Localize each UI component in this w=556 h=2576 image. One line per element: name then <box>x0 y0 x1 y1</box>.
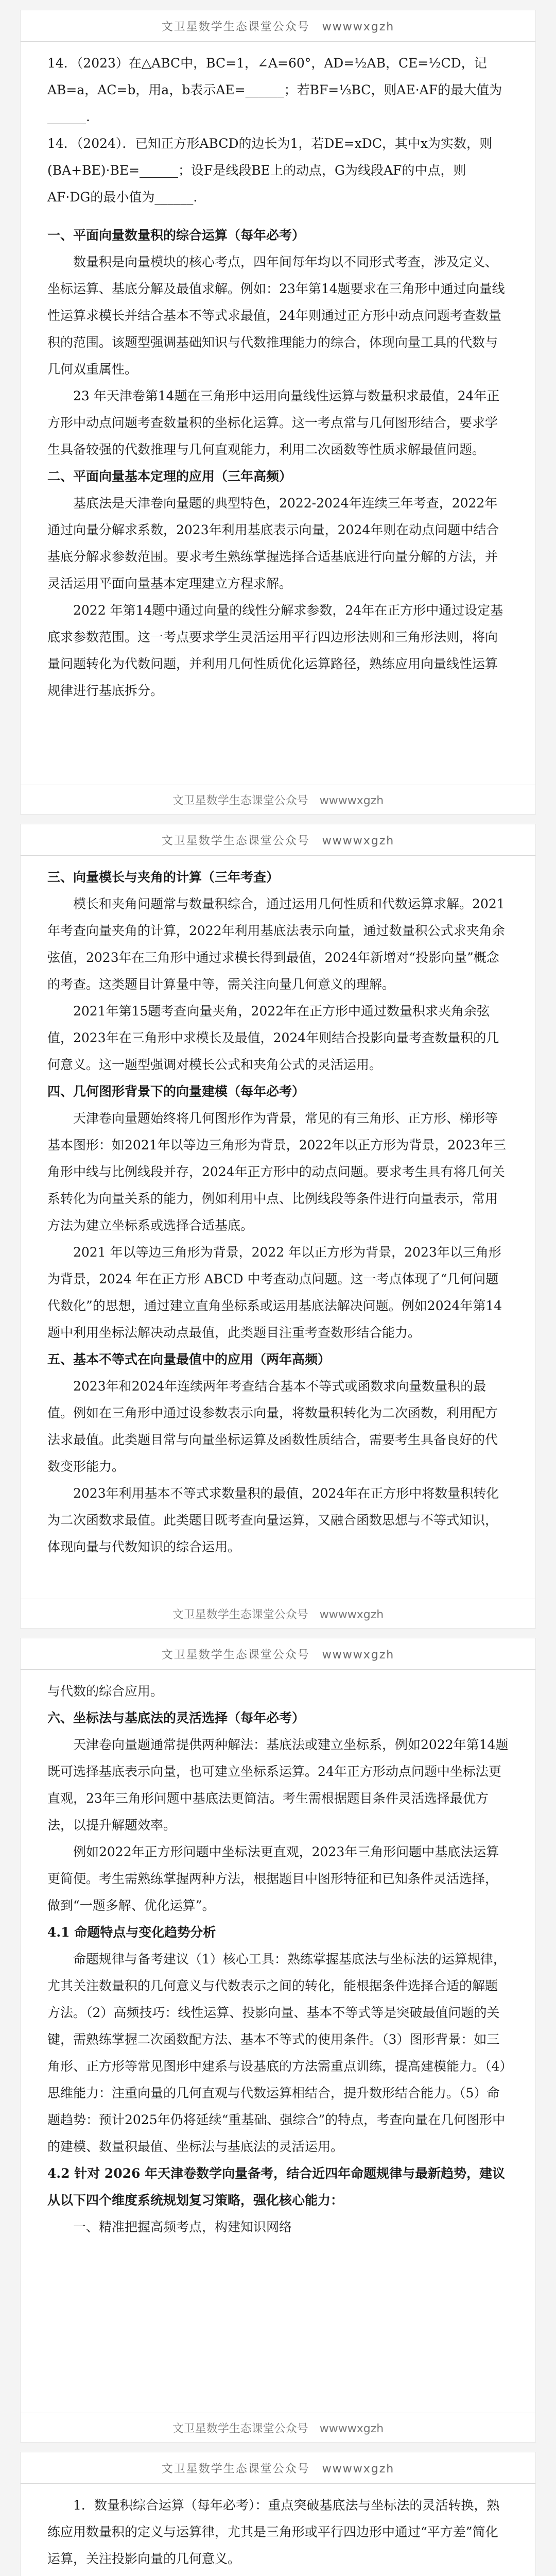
question-14-2024: 14．（2024）．已知正方形ABCD的边长为1，若DE=xDC，其中x为实数，则(BA+BE)·BE=______；设F是线段BE上的动点，G为线段AF的中点，则AF·DG的最小值为______. <box>47 136 493 205</box>
sheet-footer: 文卫星数学生态课堂公众号 wwwwxgzh <box>21 2413 535 2442</box>
section-title-1: 一、平面向量数量积的综合运算（每年必考） <box>47 228 305 243</box>
paragraph: 1．数量积综合运算（每年必考）：重点突破基底法与坐标法的灵活转换，熟练应用数量积的定义与运算律，尤其是三角形或平行四边形中通过“平方差”简化运算，关注投影向量的几何意义。 <box>47 2498 500 2566</box>
paragraph: 命题规律与备考建议（1）核心工具：熟练掌握基底法与坐标法的运算规律，尤其关注数量积的几何意义与代数表示之间的转化，能根据条件选择合适的解题方法。（2）高频技巧：线性运算、投影向量、基本不等式等是突破最值问题的关键，需熟练掌握二次函数配方法、基本不等式的使用条件。（3）图形背景：如三角形、正方形等常见图形中建系与设基底的方法需重点训练，提高建模能力。（4）思维能力：注重向量的几何直观与代数运算相结合，提升数形结合能力。（5）命题趋势：预计2025年仍将延续“重基础、强综合”的特点，考查向量在几何图形中的建模、数量积最值、坐标法与基底法的灵活运用。 <box>47 1952 506 2154</box>
sheet-2 <box>21 824 535 1628</box>
heading-4-1: 4.1 命题特点与变化趋势分析 <box>47 1925 216 1940</box>
paragraph: 2021 年以等边三角形为背景，2022 年以正方形为背景，2023年以三角形为背景，2024 年在正方形 ABCD 中考查动点问题。这一考点体现了“几何问题代数化”的思想，通过建立直角坐标系或运用基底法解决问题。例如2024年第14题中利用坐标法解决动点最值，此类题目注重考查数形结合能力。 <box>47 1245 502 1340</box>
section-title-4: 四、几何图形背景下的向量建模（每年必考） <box>47 1084 305 1099</box>
paragraph: 2022 年第14题中通过向量的线性分解求参数，24年在正方形中通过设定基底求参数范围。这一考点要求学生灵活运用平行四边形法则和三角形法则，将向量问题转化为代数问题，并利用几何性质优化运算路径，熟练应用向量线性运算规律进行基底拆分。 <box>47 603 503 698</box>
heading-4-2: 4.2 针对 2026 年天津卷数学向量备考，结合近四年命题规律与最新趋势，建议从以下四个维度系统规划复习策略，强化核心能力： <box>47 2166 506 2208</box>
paragraph: 模长和夹角问题常与数量积综合，通过运用几何性质和代数运算求解。2021年考查向量夹角的计算，2022年利用基底法表示向量，通过数量积公式求夹角余弦值，2023年在三角形中通过求模长得到最值，2024年新增对“投影向量”概念的考查。这类题目计算量中等，需关注向量几何意义的理解。 <box>47 896 505 992</box>
paragraph: 基底法是天津卷向量题的典型特色，2022-2024年连续三年考查，2022年通过向量分解求系数，2023年利用基底表示向量，2024年则在动点问题中结合基底分解求参数范围。要求考生熟练掌握选择合适基底进行向量分解的方法，并灵活运用平面向量基本定理建立方程求解。 <box>47 496 499 591</box>
section-title-5: 五、基本不等式在向量最值中的应用（两年高频） <box>47 1352 331 1367</box>
paragraph: 23 年天津卷第14题在三角形中运用向量线性运算与数量积求最值，24年正方形中动点问题考查数量积的坐标化运算。这一考点常与几何图形结合，要求学生具备较强的代数推理与几何直观能力，利用二次函数等性质求解最值问题。 <box>47 388 500 457</box>
paragraph: 2021年第15题考查向量夹角，2022年在正方形中通过数量积求夹角余弦值，2023年在三角形中求模长及最值，2024年则结合投影向量考查数量积的几何意义。这一题型强调对模长公式和夹角公式的灵活运用。 <box>47 1004 499 1072</box>
paragraph: 2023年和2024年连续两年考查结合基本不等式或函数求向量数量积的最值。例如在三角形中通过设参数表示向量，将数量积转化为二次函数，利用配方法求最值。此类题目常与向量坐标运算及函数性质结合，需要考生具备良好的代数变形能力。 <box>47 1379 498 1474</box>
section-title-2: 二、平面向量基本定理的应用（三年高频） <box>47 469 292 484</box>
sheet-4 <box>21 2452 535 2576</box>
paragraph <box>47 2572 509 2576</box>
sheet-header: 文卫星数学生态课堂公众号 wwwwxgzh <box>21 824 535 856</box>
paragraph: 数量积是向量模块的核心考点，四年间每年均以不同形式考查，涉及定义、坐标运算、基底分解及最值求解。例如：23年第14题要求在三角形中通过向量线性运算求模长并结合基本不等式求最值，24年则通过正方形中动点问题考查数量积的范围。该题型强调基础知识与代数推理能力的综合，体现向量工具的代数与几何双重属性。 <box>47 255 505 377</box>
paragraph: 与代数的综合应用。 <box>47 1684 164 1699</box>
sheet-1 <box>21 10 535 814</box>
sheet-footer: 文卫星数学生态课堂公众号 wwwwxgzh <box>21 785 535 814</box>
sheet-3 <box>21 1638 535 2442</box>
paragraph: 例如2022年正方形问题中坐标法更直观，2023年三角形问题中基底法运算更简便。考生需熟练掌握两种方法，根据题目中图形特征和已知条件灵活选择，做到“一题多解、优化运算”。 <box>47 1844 499 1913</box>
section-title-3: 三、向量模长与夹角的计算（三年考查） <box>47 870 280 885</box>
question-14-2023: 14．（2023）在△ABC中，BC=1，∠A=60°，AD=½AB，CE=½CD，记AB=a，AC=b，用a，b表示AE=______；若BF=⅓BC，则AE·AF的最大值为______. <box>47 56 502 124</box>
section-title-6: 六、坐标法与基底法的灵活选择（每年必考） <box>47 1710 305 1725</box>
sheet-header: 文卫星数学生态课堂公众号 wwwwxgzh <box>21 1638 535 1670</box>
paragraph: 天津卷向量题通常提供两种解法：基底法或建立坐标系，例如2022年第14题既可选择基底表示向量，也可建立坐标系运算。24年正方形动点问题中坐标法更直观，23年三角形问题中基底法更简洁。考生需根据题目条件灵活选择最优方法，以提升解题效率。 <box>47 1737 509 1833</box>
paragraph: 2023年利用基本不等式求数量积的最值，2024年在正方形中将数量积转化为二次函数求最值。此类题目既考查向量运算，又融合函数思想与不等式知识，体现向量与代数知识的综合运用。 <box>47 1486 499 1554</box>
sheet-header: 文卫星数学生态课堂公众号 wwwwxgzh <box>21 2452 535 2484</box>
paragraph-strategy-1: 一、精准把握高频考点，构建知识网络 <box>73 2219 292 2234</box>
sheet-header: 文卫星数学生态课堂公众号 wwwwxgzh <box>21 10 535 42</box>
paragraph: 天津卷向量题始终将几何图形作为背景，常见的有三角形、正方形、梯形等基本图形：如2021年以等边三角形为背景，2022年以正方形为背景，2023年三角形中线与比例线段并存，2024年正方形中的动点问题。要求考生具有将几何关系转化为向量关系的能力，例如利用中点、比例线段等条件进行向量表示，常用方法为建立坐标系或选择合适基底。 <box>47 1111 506 1233</box>
sheet-footer: 文卫星数学生态课堂公众号 wwwwxgzh <box>21 1599 535 1628</box>
